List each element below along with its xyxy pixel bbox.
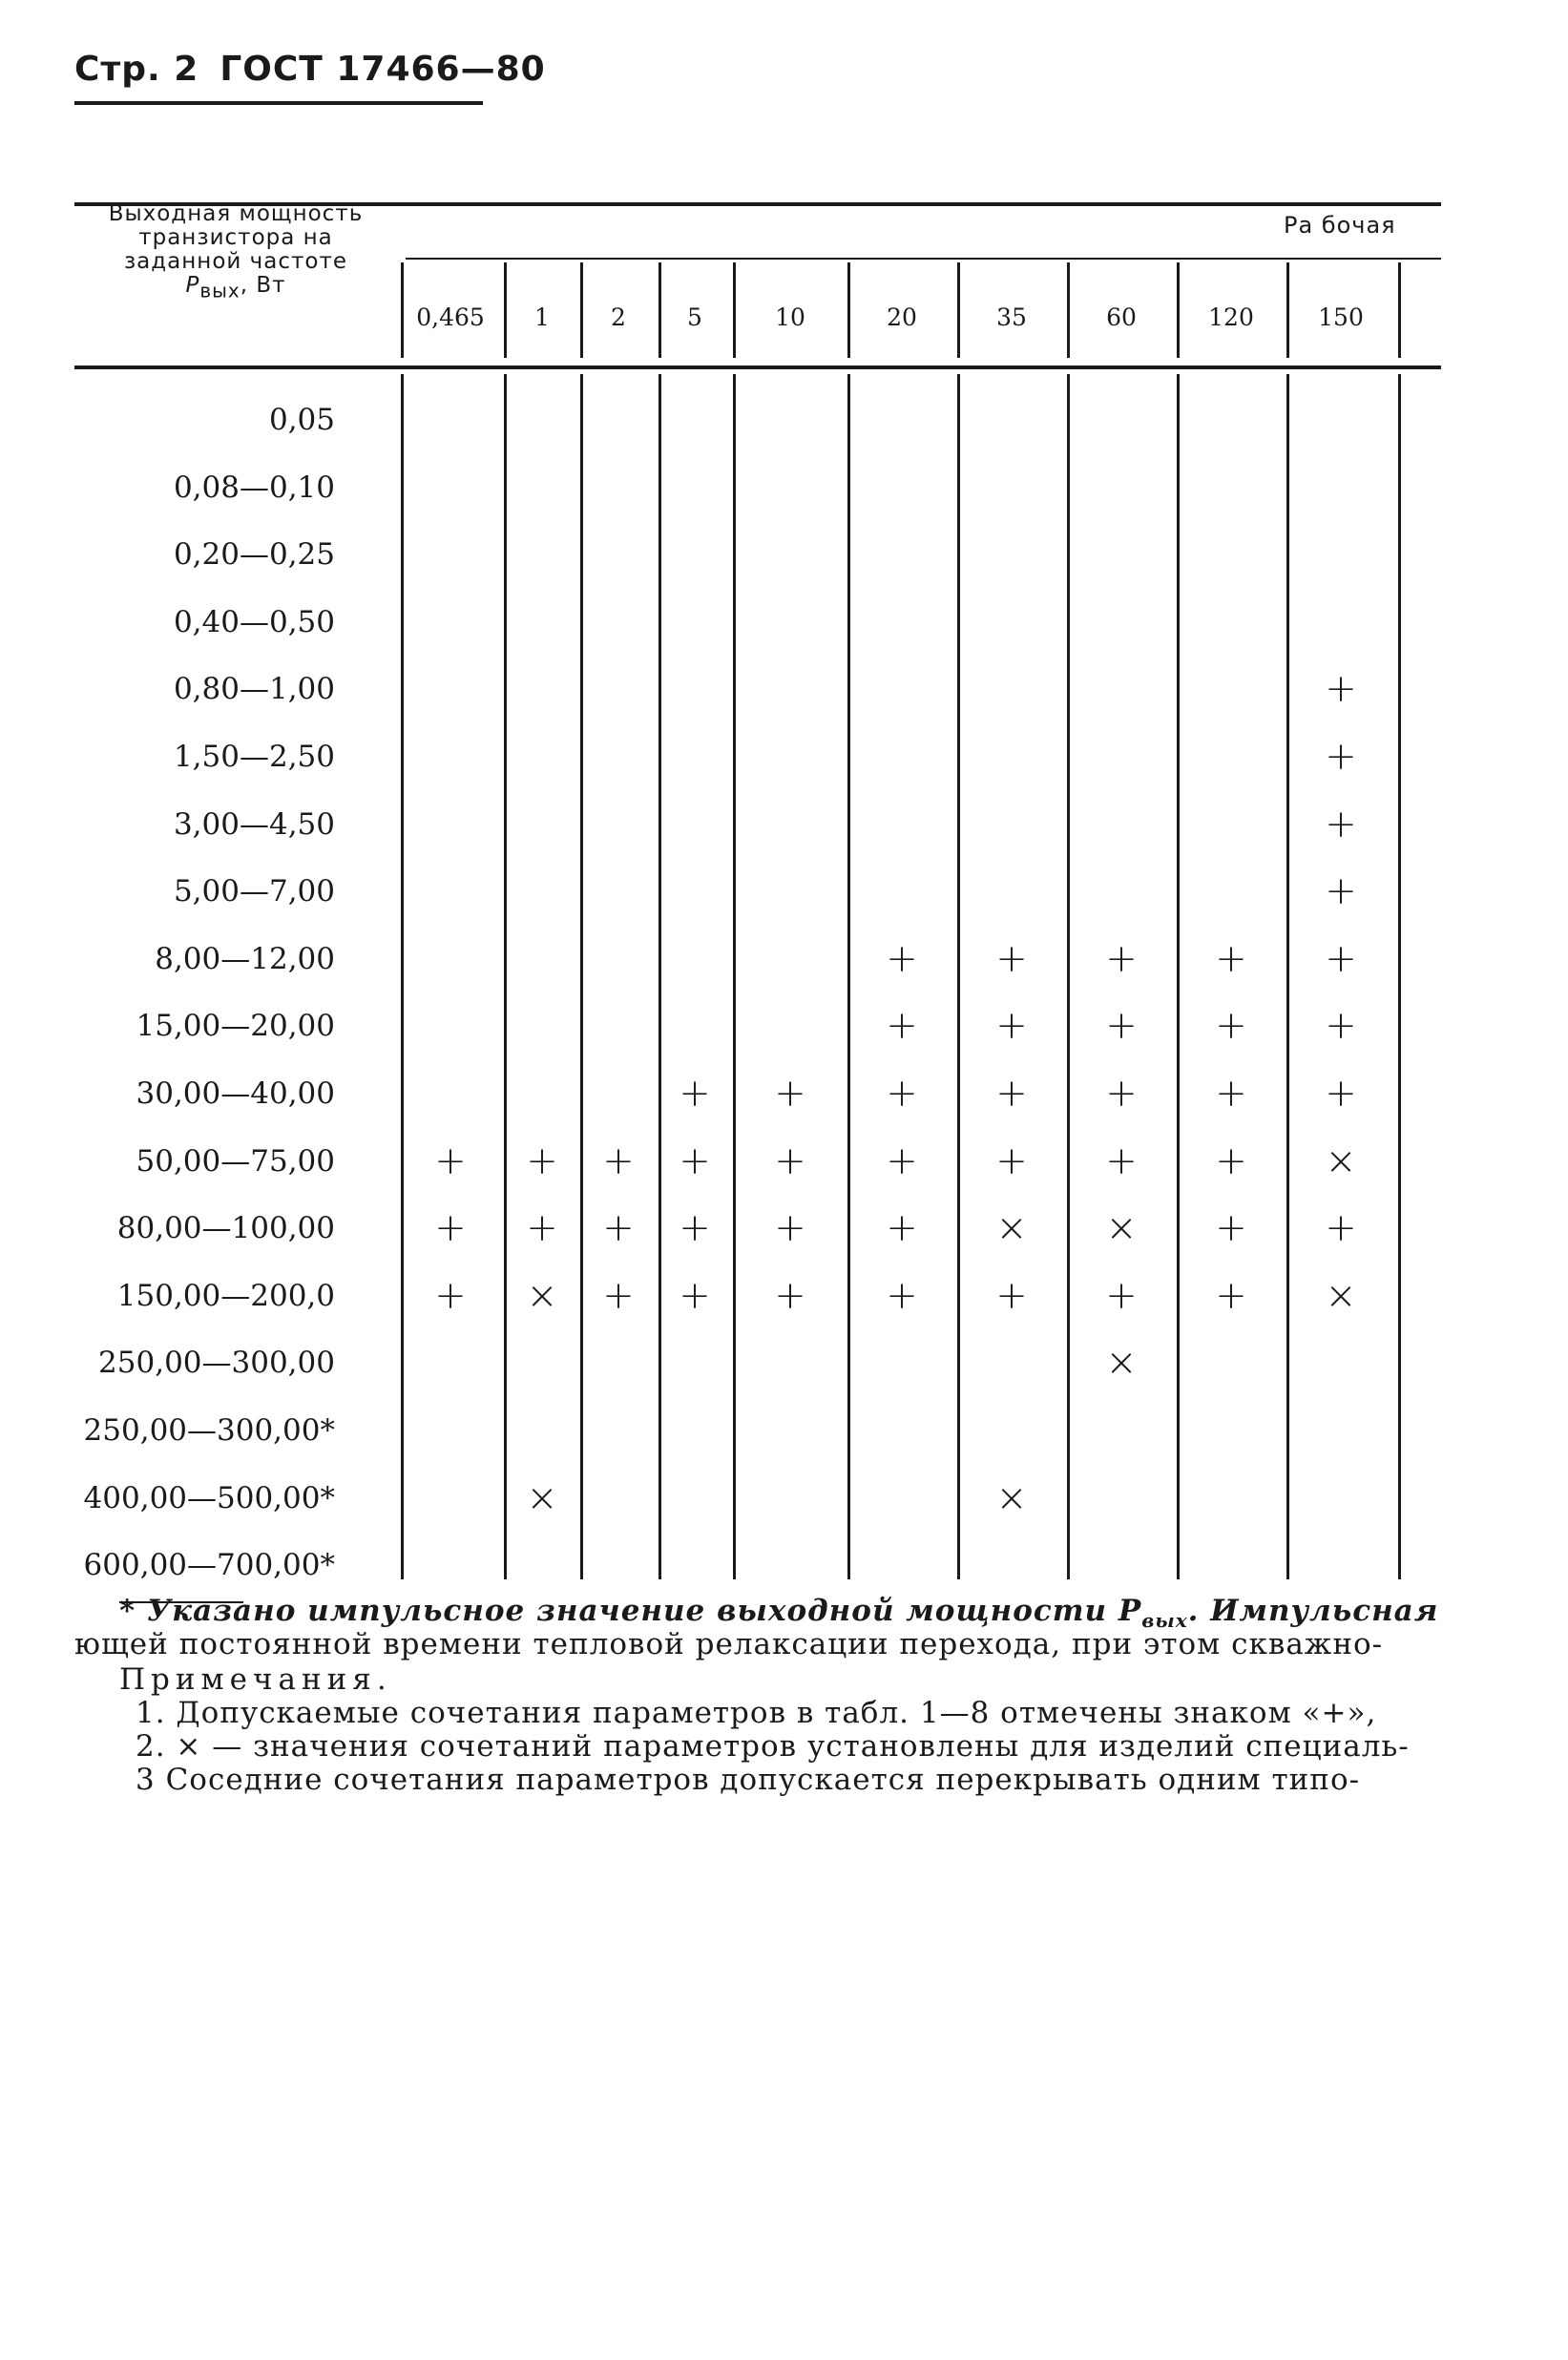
plus-mark: + [434,1273,467,1318]
row-header-line-1: Выходная мощность [108,201,364,226]
plus-mark: + [774,1273,806,1318]
column-label: 10 [775,303,805,331]
column-label: 0,465 [416,303,485,331]
plus-mark: + [774,1072,806,1116]
row-header-line-2: транзистора на [138,225,333,250]
plus-mark: + [995,1072,1028,1116]
plus-mark: + [995,1138,1028,1183]
plus-mark: + [1215,1072,1247,1116]
plus-mark: + [886,1072,918,1116]
plus-mark: + [1325,936,1357,981]
row-label: 150,00—200,0 [116,1278,335,1313]
column-divider-header [847,262,850,358]
plus-mark: + [1215,1273,1247,1318]
footnote-tail: . Импульсная [1187,1594,1439,1628]
row-label: 3,00—4,50 [173,806,335,842]
plus-mark: + [602,1206,635,1251]
plus-mark: + [679,1273,711,1318]
row-label: 30,00—40,00 [136,1076,335,1111]
column-label: 5 [687,303,702,331]
column-divider-header [957,262,960,358]
column-divider-body [659,374,661,1579]
plus-mark: + [679,1072,711,1116]
page-header [74,50,546,89]
column-divider-body [580,374,583,1579]
column-label: 60 [1106,303,1137,331]
plus-mark: + [1325,667,1357,712]
group-title: Ра бочая [1284,212,1396,239]
row-header-line-3: заданной частоте [123,249,348,274]
column-divider-header [659,262,661,358]
plus-mark: + [1325,735,1357,779]
column-divider-header [1398,262,1401,358]
plus-mark: + [995,936,1028,981]
plus-mark: + [774,1138,806,1183]
footnote-continuation: ющей постоянной времени тепловой релаксации перехода, при этом скважно- [74,1627,1384,1661]
plus-mark: + [526,1138,558,1183]
column-label: 150 [1318,303,1364,331]
column-divider-body [847,374,850,1579]
plus-mark: + [1105,1138,1138,1183]
row-label: 5,00—7,00 [173,874,335,909]
table-header-bottom-rule [74,365,1441,369]
plus-mark: + [886,1206,918,1251]
row-label: 400,00—500,00* [83,1480,335,1515]
column-divider-body [1286,374,1289,1579]
p-symbol: P [185,273,200,298]
column-label: 120 [1208,303,1254,331]
plus-mark: + [995,1004,1028,1049]
cross-mark: × [1105,1341,1138,1386]
plus-mark: + [1215,1206,1247,1251]
plus-mark: + [1325,1072,1357,1116]
column-divider-body [504,374,507,1579]
note-item-2: 2. × — значения сочетаний параметров установлены для изделий специаль- [136,1729,1410,1764]
plus-mark: + [434,1138,467,1183]
cross-mark: × [526,1273,558,1318]
plus-mark: + [1215,1004,1247,1049]
plus-mark: + [1325,802,1357,846]
plus-mark: + [1105,1004,1138,1049]
column-label: 2 [611,303,626,331]
row-label: 8,00—12,00 [155,941,335,976]
row-label: 250,00—300,00* [83,1413,335,1448]
cross-mark: × [995,1475,1028,1520]
plus-mark: + [1325,1004,1357,1049]
cross-mark: × [995,1206,1028,1251]
row-label: 1,50—2,50 [173,740,335,774]
cross-mark: × [1325,1138,1357,1183]
plus-mark: + [526,1206,558,1251]
row-label: 600,00—700,00* [83,1548,335,1583]
row-label: 0,05 [268,403,335,437]
footnote-subscript: вых [1141,1609,1188,1633]
plus-mark: + [1215,936,1247,981]
row-header-line-4 [78,274,393,303]
row-label: 80,00—100,00 [116,1211,335,1246]
notes-heading: Примечания. [119,1662,392,1697]
column-divider-header [504,262,507,358]
row-label: 0,80—1,00 [173,672,335,707]
plus-mark: + [602,1138,635,1183]
footnote-text: * Указано импульсное значение выходной мощности P [119,1594,1142,1628]
unit-label: , Вт [240,273,286,298]
column-label: 20 [887,303,917,331]
cross-mark: × [526,1475,558,1520]
p-subscript: вых [199,279,240,303]
plus-mark: + [886,1004,918,1049]
group-rule [406,258,1441,260]
plus-mark: + [1325,1206,1357,1251]
column-divider-header [1286,262,1289,358]
column-divider-body [401,374,404,1579]
header-underline [74,101,483,105]
plus-mark: + [1105,1072,1138,1116]
column-label: 1 [534,303,550,331]
page-number: Стр. 2 [74,50,199,89]
row-label: 250,00—300,00 [98,1346,335,1381]
row-label: 50,00—75,00 [136,1143,335,1179]
plus-mark: + [602,1273,635,1318]
plus-mark: + [886,936,918,981]
row-label: 0,08—0,10 [173,470,335,505]
standard-designation: ГОСТ 17466—80 [220,50,546,89]
row-label: 0,20—0,25 [173,537,335,573]
column-divider-header [1177,262,1180,358]
plus-mark: + [1325,869,1357,914]
column-divider-body [1067,374,1070,1579]
plus-mark: + [1105,936,1138,981]
row-header-cell [78,202,393,303]
column-divider-header [733,262,736,358]
cross-mark: × [1325,1273,1357,1318]
note-item-3: 3 Соседние сочетания параметров допускается перекрывать одним типо- [136,1763,1361,1797]
note-item-1: 1. Допускаемые сочетания параметров в табл. 1—8 отмечены знаком «+», [136,1696,1377,1730]
column-divider-body [957,374,960,1579]
row-label: 0,40—0,50 [173,604,335,639]
plus-mark: + [1105,1273,1138,1318]
cross-mark: × [1105,1206,1138,1251]
plus-mark: + [679,1206,711,1251]
column-divider-header [1067,262,1070,358]
plus-mark: + [1215,1138,1247,1183]
column-label: 35 [996,303,1027,331]
plus-mark: + [995,1273,1028,1318]
column-divider-body [733,374,736,1579]
column-divider-body [1177,374,1180,1579]
plus-mark: + [679,1138,711,1183]
plus-mark: + [774,1206,806,1251]
column-divider-header [401,262,404,358]
column-divider-header [580,262,583,358]
plus-mark: + [886,1273,918,1318]
plus-mark: + [886,1138,918,1183]
column-divider-body [1398,374,1401,1579]
plus-mark: + [434,1206,467,1251]
row-label: 15,00—20,00 [136,1009,335,1044]
